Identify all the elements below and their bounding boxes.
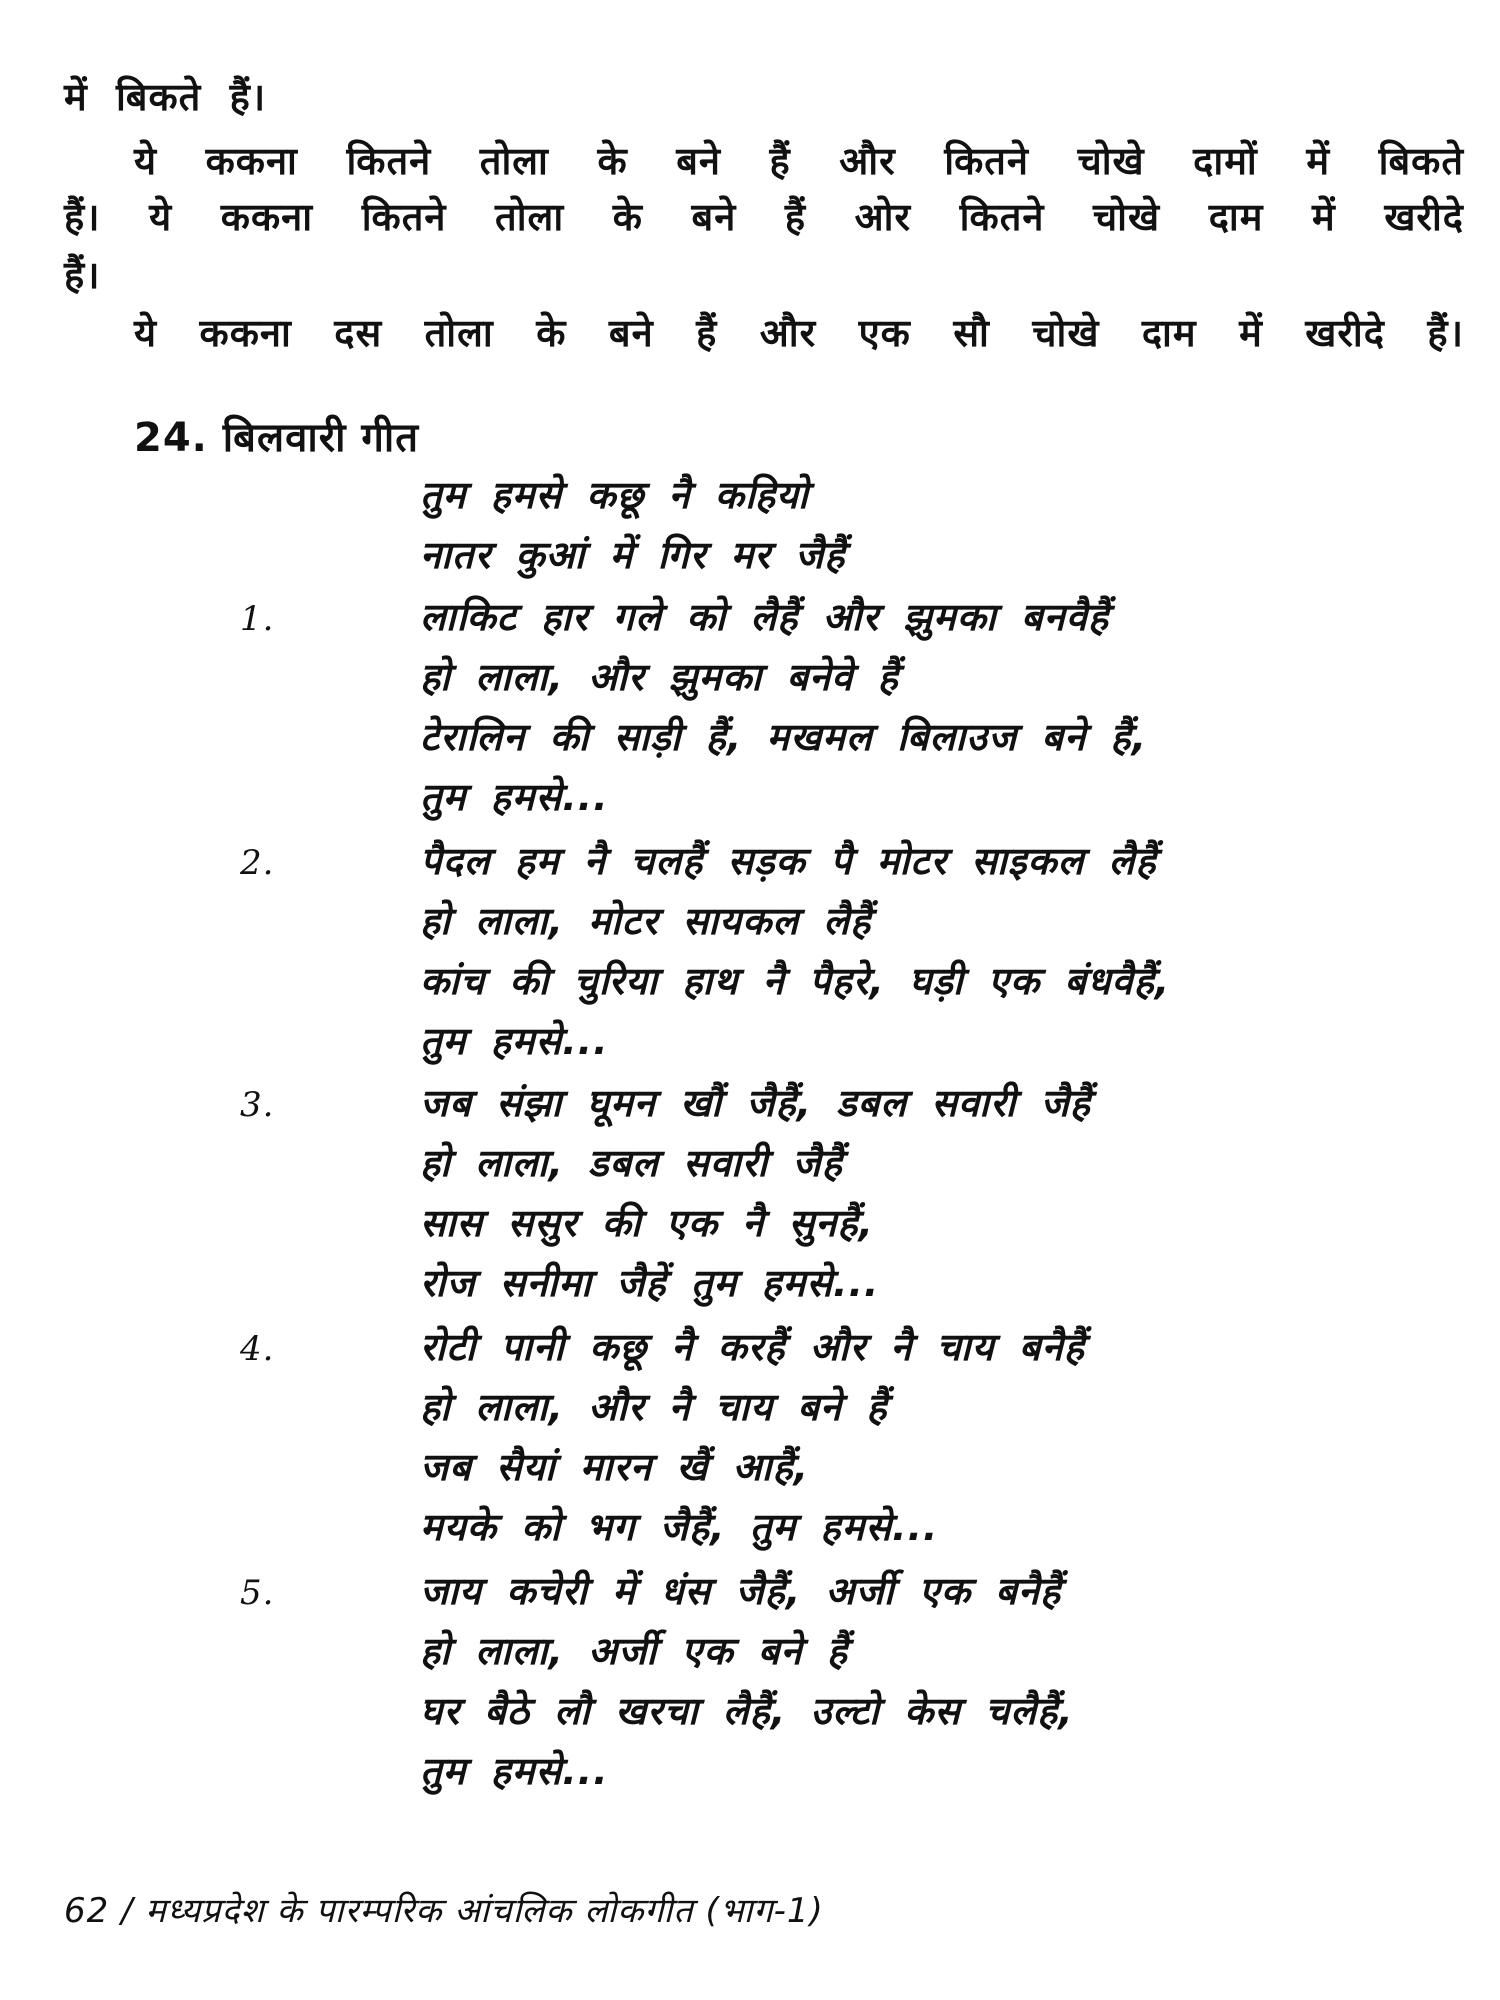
stanza-line: जब सैयां मारन खैं आहैं,: [420, 1445, 810, 1489]
stanza-line: हो लाला, और झुमका बनेवे हैं: [420, 655, 899, 699]
stanza-line: रोज सनीमा जैहें तुम हमसे...: [420, 1261, 880, 1305]
refrain-line: तुम हमसे कछू नै कहियो: [420, 473, 809, 517]
stanza-line: लाकिट हार गले को लैहैं और झुमका बनवैहैं: [420, 595, 1110, 639]
stanza-number: 5.: [240, 1573, 275, 1613]
stanza-number: 3.: [240, 1085, 275, 1125]
page-footer: 62 / मध्यप्रदेश के पारम्परिक आंचलिक लोकगीत (भाग-1): [64, 1891, 824, 1931]
stanza-line: जब संझा घूमन खौं जैहैं, डबल सवारी जैहैं: [420, 1081, 1091, 1125]
stanza-line: मयके को भग जैहैं, तुम हमसे...: [420, 1505, 939, 1549]
stanza-number: 2.: [240, 843, 275, 883]
intro-line-5: ये ककना दस तोला के बने हैं और एक सौ चोखे दाम में खरीदे हैं।: [134, 311, 1464, 355]
stanza-line: हो लाला, अर्जी एक बने हैं: [420, 1629, 849, 1673]
refrain-line: नातर कुआं में गिर मर जैहैं: [420, 533, 846, 577]
stanza-line: हो लाला, और नै चाय बने हैं: [420, 1385, 888, 1429]
stanza-line: टेरालिन की साड़ी हैं, मखमल बिलाउज बने हैं,: [420, 715, 1148, 759]
stanza-number: 4.: [240, 1329, 275, 1369]
stanza-line: हो लाला, मोटर सायकल लैहैं: [420, 899, 872, 943]
stanza-line: पैदल हम नै चलहैं सड़क पै मोटर साइकल लैहैं: [420, 839, 1157, 883]
stanza-number: 1.: [240, 599, 275, 639]
intro-line-1: में बिकते हैं।: [64, 75, 267, 119]
stanza-line: रोटी पानी कछू नै करहैं और नै चाय बनैहैं: [420, 1325, 1085, 1369]
stanza-line: तुम हमसे...: [420, 1749, 609, 1793]
intro-line-2: ये ककना कितने तोला के बने हैं और कितने चोखे दामों में बिकते: [134, 139, 1464, 183]
stanza-line: तुम हमसे...: [420, 1019, 609, 1063]
stanza-line: तुम हमसे...: [420, 775, 609, 819]
stanza-line: घर बैठे लौ खरचा लैहैं, उल्टो केस चलैहैं,: [420, 1689, 1074, 1733]
stanza-line: सास ससुर की एक नै सुनहैं,: [420, 1201, 874, 1245]
stanza-line: जाय कचेरी में धंस जैहैं, अर्जी एक बनैहैं: [420, 1569, 1062, 1613]
intro-line-3: हैं। ये ककना कितने तोला के बने हैं ओर कितने चोखे दाम में खरीदे: [64, 195, 1464, 239]
song-heading: 24. बिलवारी गीत: [134, 415, 420, 461]
stanza-line: कांच की चुरिया हाथ नै पैहरे, घड़ी एक बंधवैहैं,: [420, 959, 1171, 1003]
intro-line-4: हैं।: [64, 253, 101, 297]
stanza-line: हो लाला, डबल सवारी जैहैं: [420, 1141, 843, 1185]
